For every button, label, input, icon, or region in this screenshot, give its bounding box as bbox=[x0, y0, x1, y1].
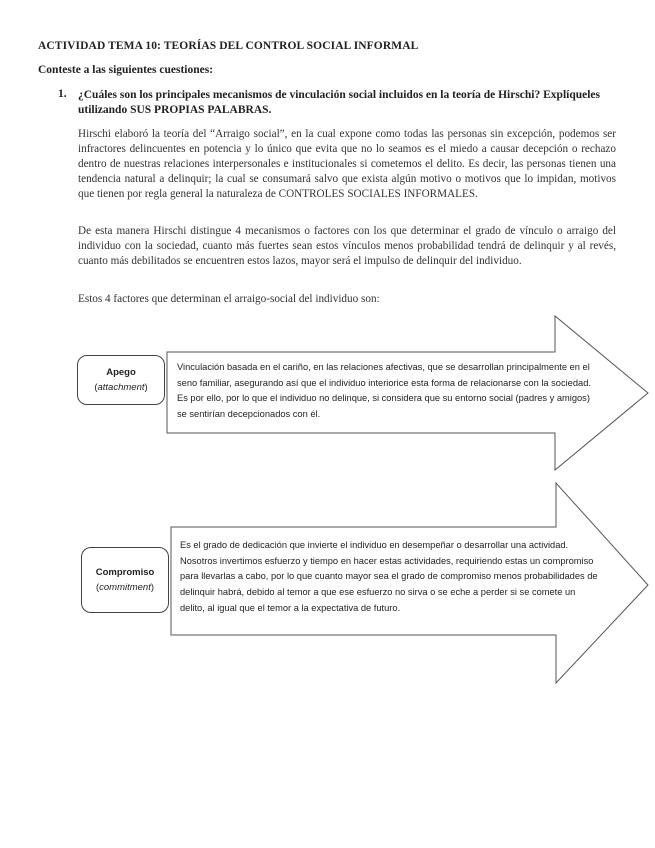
paragraph-arraigo-social: Hirschi elaboró la teoría del “Arraigo social”, en la cual expone como todas las personas sin excepción, podemos ser infractores delincuentes en potencia y lo único que evita que no lo seamos es el miedo a causar decepción o rechazo dentro de nuestras relaciones interpersonales e institucionales si cometemos el delito. Es decir, las personas tienen una tendencia natural a delinquir; la cual se consumará salvo que exista algún motivo o motivos que lo impidan, motivos que tienen por regla general la naturaleza de CONTROLES SOCIALES INFORMALES. bbox=[78, 128, 616, 200]
paragraph-mecanismos: De esta manera Hirschi distingue 4 mecanismos o factores con los que determinar el grado de vínculo o arraigo del individuo con la sociedad, cuanto más fuertes sean estos vínculos menos probabilidad tendrá de delinquir y al revés, cuanto más debilitados se encuentren estos lazos, mayor será el impulso de delinquir del individuo. bbox=[78, 225, 616, 267]
paragraph-factores-intro: Estos 4 factores que determinan el arraigo-social del individuo son: bbox=[78, 293, 380, 305]
factor-box-apego bbox=[77, 355, 165, 405]
question-text: ¿Cuáles son los principales mecanismos de vinculación social incluidos en la teoría de Hirschi? Explíqueles utilizando SUS PROPIAS PALABRAS. bbox=[78, 89, 601, 116]
document-heading: ACTIVIDAD TEMA 10: TEORÍAS DEL CONTROL SOCIAL INFORMAL bbox=[38, 40, 419, 52]
factor-description-apego: Vinculación basada en el cariño, en las relaciones afectivas, que se desarrollan principalmente en el seno familiar, asegurando así que el individuo interiorice esta forma de relacionarse con la sociedad. Es por ello, por lo que el individuo no delinque, si considera que su entorno social (padres y amigos) se sentirían decepcionados con él. bbox=[177, 362, 591, 420]
factor-name-compromiso: Compromiso bbox=[95, 567, 155, 578]
factor-english-compromiso: commitment bbox=[99, 582, 151, 593]
factor-english-wrapper: (commitment) bbox=[95, 582, 155, 593]
factor-description-compromiso: Es el grado de dedicación que invierte el individuo en desempeñar o desarrollar una actividad. Nosotros invertimos esfuerzo y tiempo en hacer estas actividades, requiriendo estas un compromiso para llevarlas a cabo, por lo que cuanto mayor sea el grado de compromiso menos probabilidades de delinquir habrá, debido al temor a que ese esfuerzo no sirva o se eche a perder si se comete un delito, al igual que el temor a la expectativa de futuro. bbox=[180, 540, 598, 613]
factor-english-wrapper: (attachment) bbox=[94, 382, 148, 393]
factor-name-apego: Apego bbox=[106, 367, 136, 378]
factor-english-apego: attachment bbox=[97, 382, 145, 393]
factor-box-compromiso bbox=[81, 547, 169, 613]
instruction-text: Conteste a las siguientes cuestiones: bbox=[38, 64, 214, 76]
question-number: 1. bbox=[58, 88, 67, 100]
